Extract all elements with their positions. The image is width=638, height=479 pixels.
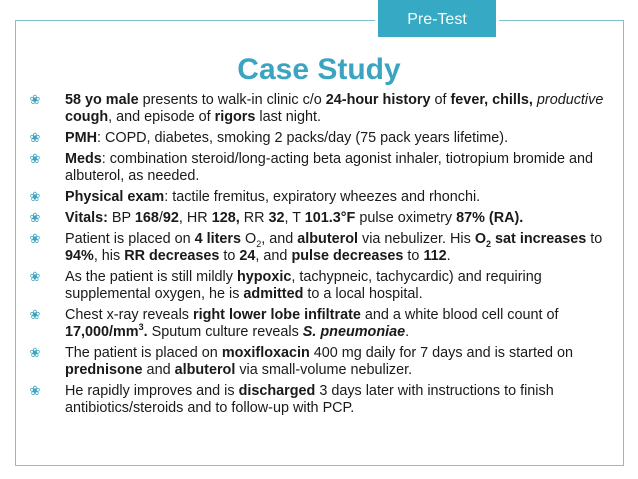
bullet-text-segment: 17,000/mm: [65, 324, 139, 340]
bullet-item: [28, 92, 613, 126]
bullet-text-segment: admitted: [243, 286, 304, 302]
bullet-text-segment: , and episode of: [108, 109, 215, 125]
bullet-text-segment: He rapidly improves and is: [65, 383, 239, 399]
bullet-text-segment: 3 days later with instructions to finish antibiotics/steroids and to follow-up with PCP.: [65, 383, 554, 416]
bullet-text-segment: 4 liters: [194, 231, 242, 247]
bullet-text-segment: BP: [107, 210, 135, 226]
bullet-text-segment: 32: [268, 210, 285, 226]
flower-bullet-icon: ❀: [29, 383, 41, 398]
flower-bullet-icon: ❀: [29, 92, 41, 107]
bullet-text-segment: Patient is placed on: [65, 231, 195, 247]
bullet-item: [28, 210, 613, 227]
bullet-text-segment: Physical exam: [65, 189, 165, 205]
bullet-text-segment: 168: [134, 210, 159, 226]
bullet-text-segment: : combination steroid/long-acting beta agonist inhaler, tiotropium bromide and albuterol, as needed.: [65, 151, 593, 184]
bullet-text-segment: RR: [239, 210, 269, 226]
bullet-text-segment: , T: [284, 210, 305, 226]
bullet-text-segment: Vitals:: [65, 210, 108, 226]
slide-title-text: Case Study: [237, 53, 401, 86]
bullet-text-segment: to: [586, 231, 603, 247]
case-bullet-list: [28, 92, 613, 421]
bullet-text-segment: , tachypneic, tachycardic) and requiring supplemental oxygen, he is: [65, 269, 542, 302]
bullet-text-segment: : COPD, diabetes, smoking 2 packs/day (75 pack years lifetime).: [96, 130, 509, 146]
flower-bullet-icon: ❀: [29, 130, 41, 145]
bullet-item: [28, 231, 613, 265]
bullet-text-segment: presents to walk-in clinic c/o: [138, 92, 326, 108]
bullet-text-segment: 2: [256, 238, 262, 249]
bullet-item: [28, 383, 613, 417]
bullet-item: [28, 151, 613, 185]
bullet-text-segment: Chest x-ray reveals: [65, 307, 193, 323]
bullet-text-segment: to: [403, 248, 424, 264]
bullet-item: [28, 189, 613, 206]
bullet-item: [28, 307, 613, 341]
bullet-text-segment: The patient is placed on: [65, 345, 222, 361]
flower-bullet-icon: ❀: [29, 151, 41, 166]
bullet-text-segment: 24-hour history: [325, 92, 431, 108]
bullet-text-segment: 58 yo male: [65, 92, 139, 108]
bullet-text-segment: to: [219, 248, 240, 264]
bullet-item: [28, 269, 613, 303]
bullet-text-segment: As the patient is still mildly: [65, 269, 237, 285]
bullet-text-segment: 128,: [211, 210, 240, 226]
bullet-text-segment: 94%: [65, 248, 94, 264]
bullet-text-segment: , and: [255, 248, 292, 264]
bullet-text-segment: right lower lobe infiltrate: [192, 307, 361, 323]
bullet-text-segment: of: [430, 92, 451, 108]
bullet-text-segment: and a white blood cell count of: [360, 307, 559, 323]
bullet-text-segment: 87% (RA).: [456, 210, 524, 226]
bullet-text-segment: : tactile fremitus, expiratory wheezes and rhonchi.: [164, 189, 481, 205]
bullet-text-segment: 24: [239, 248, 256, 264]
bullet-text-segment: and: [142, 362, 175, 378]
bullet-text-segment: Meds: [65, 151, 102, 167]
bullet-text-segment: hypoxic: [236, 269, 292, 285]
pre-test-badge: Pre-Test: [375, 0, 499, 40]
bullet-text-segment: rigors: [214, 109, 256, 125]
bullet-text-segment: albuterol: [174, 362, 236, 378]
bullet-text-segment: .: [143, 324, 148, 340]
flower-bullet-icon: ❀: [29, 210, 41, 225]
bullet-text-segment: 101.3°F: [304, 210, 356, 226]
bullet-item: [28, 345, 613, 379]
bullet-text-segment: moxifloxacin: [221, 345, 310, 361]
bullet-text-segment: PMH: [65, 130, 97, 146]
bullet-text-segment: 92: [162, 210, 179, 226]
bullet-text-segment: fever, chills,: [450, 92, 533, 108]
bullet-text-segment: Sputum culture reveals: [147, 324, 303, 340]
bullet-text-segment: 3: [138, 322, 144, 333]
bullet-text-segment: 400 mg daily for 7 days and is started on: [309, 345, 573, 361]
bullet-text-segment: cough: [65, 109, 109, 125]
flower-bullet-icon: ❀: [29, 345, 41, 360]
bullet-text-segment: 112: [423, 248, 447, 264]
bullet-text-segment: /: [158, 210, 163, 226]
flower-bullet-icon: ❀: [29, 269, 41, 284]
bullet-text-segment: via nebulizer. His: [358, 231, 475, 247]
bullet-text-segment: pulse decreases: [291, 248, 404, 264]
bullet-text-segment: discharged: [238, 383, 316, 399]
bullet-text-segment: , his: [93, 248, 125, 264]
flower-bullet-icon: ❀: [29, 307, 41, 322]
bullet-text-segment: 2: [486, 238, 492, 249]
bullet-text-segment: , and: [261, 231, 298, 247]
flower-bullet-icon: ❀: [29, 231, 41, 246]
bullet-text-segment: .: [446, 248, 451, 264]
bullet-text-segment: S. pneumoniae: [302, 324, 406, 340]
slide-title: [0, 53, 638, 87]
bullet-text-segment: to a local hospital.: [303, 286, 423, 302]
bullet-text-segment: albuterol: [297, 231, 359, 247]
bullet-text-segment: O: [474, 231, 487, 247]
bullet-text-segment: RR decreases: [124, 248, 220, 264]
bullet-text-segment: prednisone: [65, 362, 143, 378]
bullet-text-segment: , HR: [178, 210, 212, 226]
bullet-text-segment: O: [241, 231, 257, 247]
bullet-text-segment: last night.: [255, 109, 321, 125]
bullet-text-segment: pulse oximetry: [355, 210, 457, 226]
bullet-text-segment: via small-volume nebulizer.: [235, 362, 413, 378]
bullet-text-segment: .: [405, 324, 410, 340]
bullet-text-segment: sat increases: [491, 231, 587, 247]
bullet-text-segment: productive: [536, 92, 604, 108]
flower-bullet-icon: ❀: [29, 189, 41, 204]
bullet-item: [28, 130, 613, 147]
